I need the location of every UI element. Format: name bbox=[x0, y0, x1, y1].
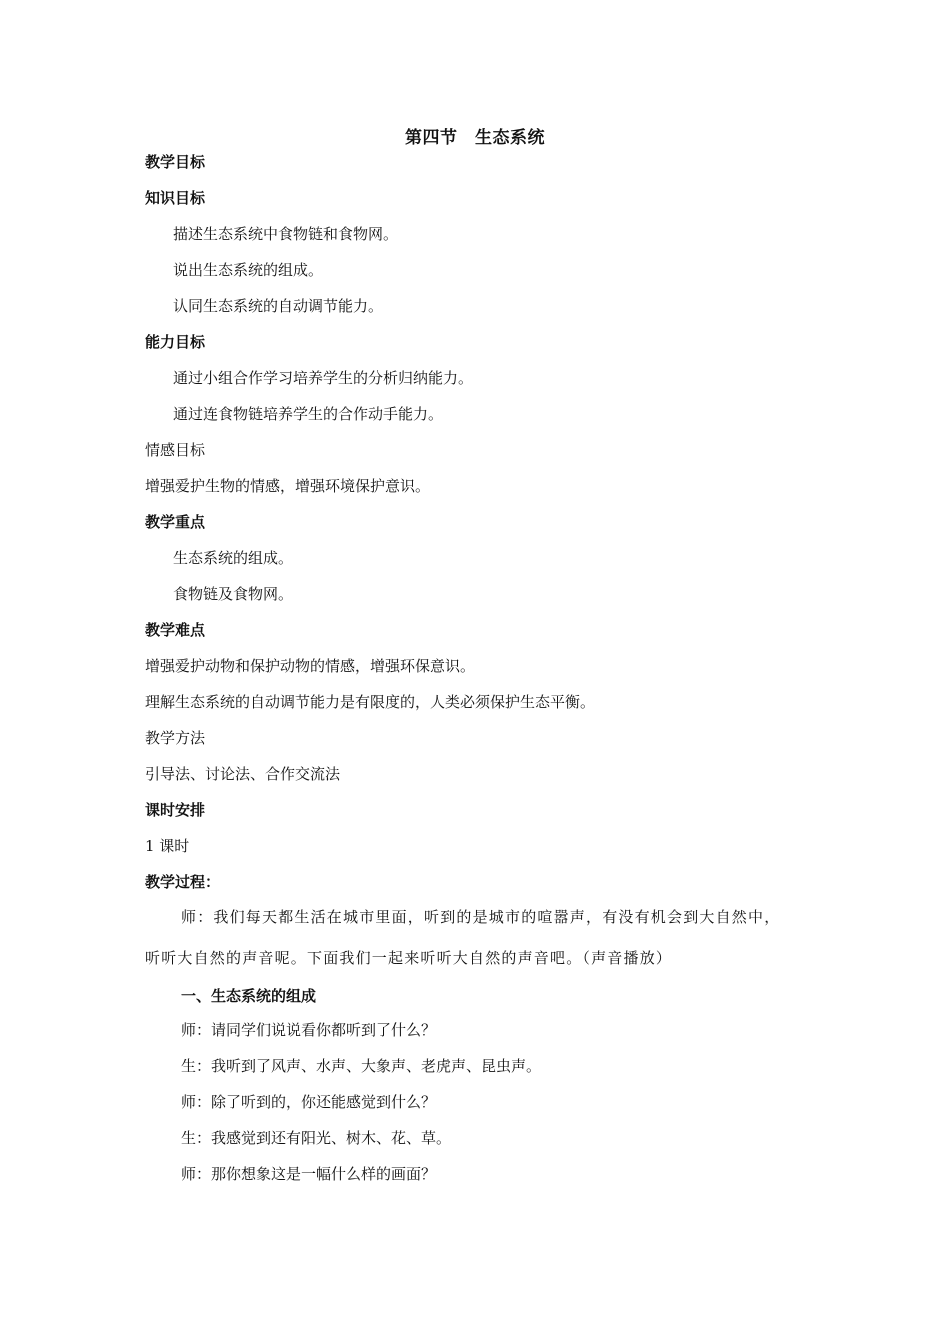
heading-class-schedule: 课时安排 bbox=[145, 801, 206, 819]
section-heading: 一、生态系统的组成 bbox=[181, 987, 317, 1005]
paragraph: 通过连食物链培养学生的合作动手能力。 bbox=[173, 405, 444, 423]
dialogue-line: 生：我感觉到还有阳光、树木、花、草。 bbox=[181, 1129, 452, 1147]
paragraph: 说出生态系统的组成。 bbox=[173, 261, 324, 279]
paragraph: 引导法、讨论法、合作交流法 bbox=[145, 765, 341, 783]
document-title: 第四节 生态系统 bbox=[405, 128, 545, 148]
heading-teaching-methods: 教学方法 bbox=[145, 729, 206, 747]
paragraph: 食物链及食物网。 bbox=[173, 585, 294, 603]
heading-ability-goals: 能力目标 bbox=[145, 333, 206, 351]
dialogue-line: 生：我听到了风声、水声、大象声、老虎声、昆虫声。 bbox=[181, 1057, 542, 1075]
dialogue-line: 师：请同学们说说看你都听到了什么？ bbox=[181, 1021, 437, 1039]
dialogue-line: 师：除了听到的，你还能感觉到什么？ bbox=[181, 1093, 437, 1111]
paragraph: 认同生态系统的自动调节能力。 bbox=[173, 297, 384, 315]
paragraph: 增强爱护生物的情感，增强环境保护意识。 bbox=[145, 477, 431, 495]
heading-difficult-points: 教学难点 bbox=[145, 621, 206, 639]
heading-knowledge-goals: 知识目标 bbox=[145, 189, 206, 207]
paragraph: 听听大自然的声音呢。下面我们一起来听听大自然的声音吧。（声音播放） bbox=[145, 949, 673, 967]
heading-teaching-goals: 教学目标 bbox=[145, 153, 206, 171]
paragraph: 理解生态系统的自动调节能力是有限度的，人类必须保护生态平衡。 bbox=[145, 693, 596, 711]
heading-teaching-process: 教学过程： bbox=[145, 873, 221, 891]
paragraph: 描述生态系统中食物链和食物网。 bbox=[173, 225, 399, 243]
paragraph: 师：我们每天都生活在城市里面，听到的是城市的喧嚣声，有没有机会到大自然中， bbox=[181, 908, 781, 926]
paragraph: 生态系统的组成。 bbox=[173, 549, 294, 567]
paragraph: 通过小组合作学习培养学生的分析归纳能力。 bbox=[173, 369, 474, 387]
paragraph: 1 课时 bbox=[145, 837, 190, 855]
heading-emotion-goals: 情感目标 bbox=[145, 441, 206, 459]
paragraph: 增强爱护动物和保护动物的情感，增强环保意识。 bbox=[145, 657, 476, 675]
dialogue-line: 师：那你想象这是一幅什么样的画面？ bbox=[181, 1165, 437, 1183]
heading-key-points: 教学重点 bbox=[145, 513, 206, 531]
